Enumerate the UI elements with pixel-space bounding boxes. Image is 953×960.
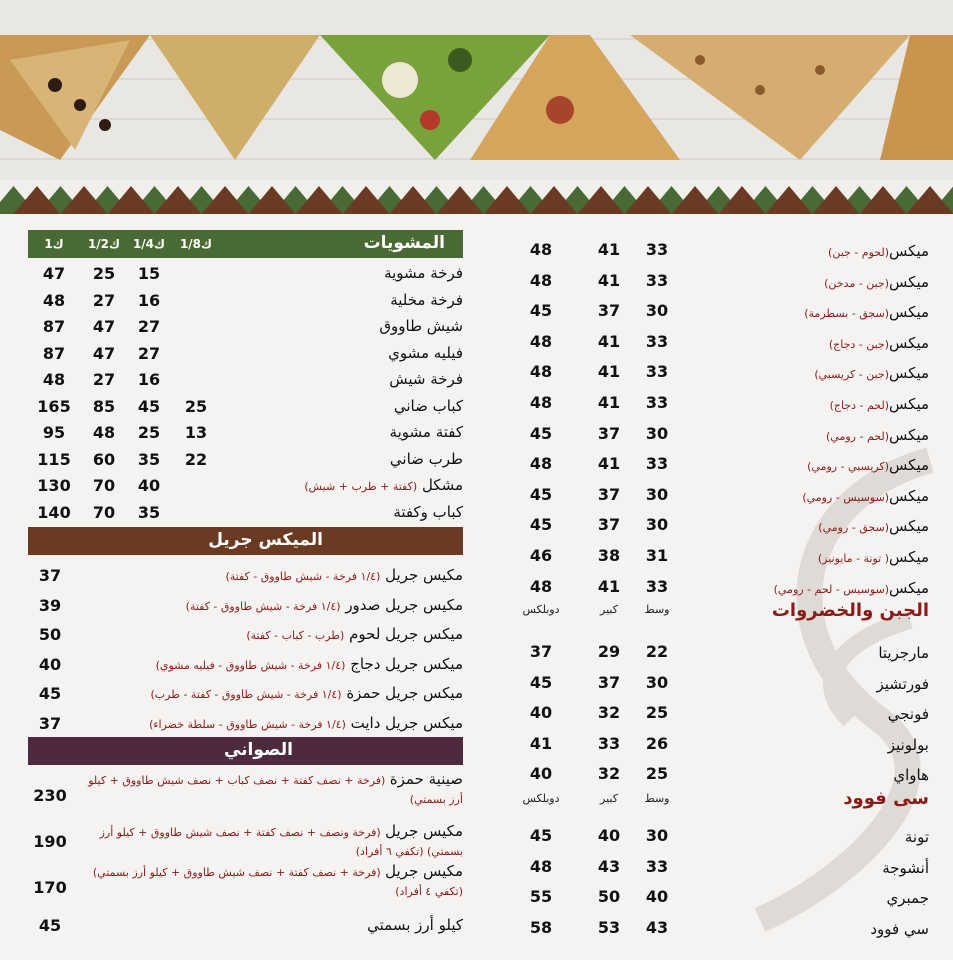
pizza-price: 40 — [529, 703, 553, 723]
food-photo-banner — [0, 0, 953, 215]
pizza-note: (جبن - كريسبي) — [814, 368, 890, 382]
trays-header — [28, 737, 463, 765]
tray-note: (فرخة + نصف كفتة + نصف كباب + نصف شيش طاووق + كيلو أرز بسمتي) — [88, 774, 463, 806]
pizza-price: 37 — [597, 484, 621, 504]
pizza-price: 45 — [529, 423, 553, 443]
pizza-price: 41 — [597, 393, 621, 412]
mix-grill-title: الميكس جريل — [208, 530, 323, 550]
pizza-price: 58 — [529, 917, 553, 937]
pizza-price: 48 — [529, 856, 553, 876]
pizza-name: ميكس(لحم - دجاج) — [829, 395, 929, 413]
pizza-price: 30 — [645, 301, 669, 321]
grill-item-row — [28, 262, 463, 288]
grill-item-row — [28, 315, 463, 341]
pizza-price: 41 — [597, 240, 621, 259]
grills-header — [28, 230, 463, 258]
pizza-price: 48 — [529, 393, 553, 412]
size-label: كبير — [600, 603, 618, 616]
grill-price: 95 — [42, 423, 66, 442]
mix-grill-row — [28, 680, 463, 709]
tray-name: كيلو أرز بسمتي — [367, 916, 463, 934]
pizza-price: 48 — [529, 331, 553, 351]
pizza-name: ميكس(جبن - كريسبي) — [814, 364, 929, 383]
pizza-price: 30 — [645, 423, 669, 443]
pizza-name: فورتشيز — [876, 674, 929, 693]
pizza-name: ميكس(جبن - مدخن) — [824, 272, 929, 291]
grill-item-row — [28, 395, 463, 421]
grill-item-row — [28, 501, 463, 527]
grill-price: 15 — [137, 264, 161, 283]
mix-grill-row — [28, 562, 463, 591]
pizza-price: 43 — [645, 917, 669, 937]
pizza-price: 45 — [529, 484, 553, 504]
pizza-price: 41 — [597, 362, 621, 382]
grill-price: 70 — [92, 502, 116, 522]
pizza-note: (سجق - رومي) — [818, 521, 890, 535]
grill-item-name: فرخة مخلية — [390, 290, 463, 309]
pizza-price: 45 — [529, 515, 553, 535]
pizza-price: 40 — [597, 826, 621, 845]
tray-name: مكيس جريل (فرخة ونصف + نصف كفتة + نصف شيش طاووق + كيلو أرز بسمتي) (تكفي ٦ أفراد) — [99, 822, 463, 858]
grill-item-name: فرخة مشوية — [384, 264, 463, 282]
pizza-price: 33 — [597, 733, 621, 753]
tray-note: (فرخة + نصف كفتة + نصف شيش طاووق + كيلو أرز بسمتي) (تكفي ٤ أفراد) — [92, 866, 463, 898]
grill-price: 40 — [137, 476, 161, 495]
size-label: وسط — [644, 603, 670, 616]
mix-grill-price: 37 — [38, 566, 62, 585]
pizza-name: ميكس(سوسيس - رومي) — [802, 486, 929, 505]
pizza-price: 48 — [529, 362, 553, 382]
mix-grill-price: 39 — [38, 595, 62, 615]
tray-row — [28, 916, 463, 960]
pizza-price: 41 — [597, 576, 621, 596]
pizza-price: 33 — [645, 576, 669, 596]
pizza-price: 30 — [645, 484, 669, 504]
grill-price: 47 — [92, 317, 116, 336]
pizza-name: أنشوجة — [882, 858, 929, 877]
grill-item-name: فرخة شيش — [389, 370, 463, 388]
grill-price: 60 — [92, 449, 116, 469]
pizza-price: 48 — [529, 240, 553, 259]
tray-price: 170 — [33, 878, 67, 897]
mix-grill-note: (طرب - كباب - كفتة) — [246, 629, 345, 642]
grill-item-name: طرب ضاني — [389, 449, 463, 468]
pizza-price: 32 — [597, 703, 621, 723]
mix-grill-name: ميكس جريل حمزة (١/٤ فرخة - شيش طاووق - كفتة - طرب) — [150, 684, 463, 702]
pizza-price: 46 — [529, 546, 553, 565]
col-quarter: 1/4ك — [132, 237, 166, 251]
pizza-name: هاواي — [893, 766, 929, 785]
tray-row — [28, 770, 463, 814]
tray-price: 230 — [33, 786, 67, 805]
grill-price: 13 — [184, 423, 208, 442]
grill-price: 27 — [92, 290, 116, 310]
grill-price: 35 — [137, 502, 161, 522]
pizza-price: 43 — [597, 856, 621, 876]
pizza-price: 25 — [645, 703, 669, 723]
pizza-price: 33 — [645, 240, 669, 259]
pizza-name: ميكس(لحم - رومي) — [826, 425, 929, 444]
tray-row — [28, 822, 463, 866]
pizza-name: جمبري — [886, 889, 929, 908]
pizza-price: 37 — [597, 423, 621, 443]
pizza-price: 41 — [597, 270, 621, 290]
tray-name: صينية حمزة (فرخة + نصف كفتة + نصف كباب + نصف شيش طاووق + كيلو أرز بسمتي) — [88, 770, 463, 806]
pizza-price: 45 — [529, 826, 553, 845]
mix-grill-price: 45 — [38, 684, 62, 703]
pizza-note: (سوسيس - لحم - رومي) — [773, 582, 890, 596]
grill-price: 70 — [92, 476, 116, 495]
grill-price: 35 — [137, 449, 161, 469]
pizza-name: ميكس(سجق - رومي) — [818, 517, 929, 536]
pizza-name: ميكس(سوسيس - لحم - رومي) — [773, 578, 929, 597]
grill-price: 16 — [137, 290, 161, 310]
pizza-price: 29 — [597, 642, 621, 661]
pizza-price: 41 — [529, 733, 553, 753]
tray-price: 45 — [38, 916, 62, 935]
pizza-name: ميكس(كريسبي - رومي) — [807, 456, 929, 475]
grill-item-note: (كفتة + طرب + شيش) — [304, 480, 418, 493]
grill-price: 25 — [184, 396, 208, 416]
pizza-price: 33 — [645, 331, 669, 351]
mix-grill-price: 40 — [38, 654, 62, 674]
pizza-price: 30 — [645, 515, 669, 535]
trays-title: الصواني — [223, 740, 293, 760]
grill-price: 115 — [37, 449, 71, 469]
col-1k: 1ك — [44, 237, 64, 251]
mix-grill-name: مكيس جريل (١/٤ فرخة - شيش طاووق - كفتة) — [225, 566, 463, 584]
grill-price: 130 — [37, 476, 71, 495]
pizza-price: 55 — [529, 887, 553, 907]
tray-price: 190 — [33, 832, 67, 851]
grill-item-row — [28, 474, 463, 500]
mix-grill-name: ميكس جريل دجاج (١/٤ فرخة - شيش طاووق - فيليه مشوي) — [155, 654, 463, 673]
mix-grill-note: (١/٤ فرخة - شيش طاووق - كفتة - طرب) — [150, 688, 342, 701]
grill-price: 165 — [37, 396, 71, 416]
mix-grill-row — [28, 592, 463, 621]
pizza-price: 37 — [529, 642, 553, 661]
size-label: وسط — [644, 792, 670, 805]
pizza-price: 37 — [597, 672, 621, 692]
pizza-price: 30 — [645, 826, 669, 845]
mix-grill-note: (١/٤ فرخة - شيش طاووق - سلطة خضراء) — [149, 717, 346, 731]
tray-name: مكيس جريل (فرخة + نصف كفتة + نصف شيش طاووق + كيلو أرز بسمتي) (تكفي ٤ أفراد) — [92, 862, 463, 898]
grill-price: 48 — [92, 423, 116, 442]
mix-grill-row — [28, 651, 463, 680]
mix-grill-name: ميكس جريل دايت (١/٤ فرخة - شيش طاووق - سلطة خضراء) — [149, 713, 463, 732]
pizza-price: 22 — [645, 642, 669, 661]
pizza-price: 37 — [597, 301, 621, 321]
pizza-name: فونجي — [887, 705, 929, 724]
pizza-name: بولونيز — [887, 735, 929, 754]
pizza-note: (سجق - بسطرمة) — [804, 307, 890, 321]
pizza-note: (لحم - دجاج) — [829, 399, 890, 412]
mix-grill-price: 37 — [38, 713, 62, 733]
pizza-price: 32 — [597, 764, 621, 784]
pizza-price: 48 — [529, 454, 553, 474]
pizza-price: 33 — [645, 454, 669, 474]
mix-grill-name: ميكس جريل لحوم (طرب - كباب - كفتة) — [246, 625, 463, 643]
grill-price: 25 — [137, 423, 161, 442]
tray-row — [28, 862, 463, 906]
col-half: 1/2ك — [87, 237, 121, 251]
mix-grill-header — [28, 527, 463, 555]
pizza-price: 45 — [529, 301, 553, 321]
grill-price: 27 — [137, 343, 161, 363]
grill-price: 16 — [137, 370, 161, 389]
size-label: دوبلكس — [522, 792, 560, 805]
size-label: دوبلكس — [522, 603, 560, 616]
grill-price: 27 — [92, 370, 116, 389]
grill-item-row — [28, 448, 463, 474]
grill-item-name: شيش طاووق — [379, 317, 463, 335]
pizza-price: 48 — [529, 270, 553, 290]
seafood-title: سى فوود — [843, 788, 929, 809]
grill-price: 85 — [92, 396, 116, 416]
pizza-name: سي فوود — [870, 919, 929, 938]
pizza-price: 41 — [597, 331, 621, 351]
pizza-price: 30 — [645, 672, 669, 692]
pizza-note: (سوسيس - رومي) — [802, 490, 890, 504]
pizza-price: 40 — [645, 887, 669, 907]
grills-title: المشويات — [363, 233, 445, 253]
grill-price: 140 — [37, 502, 71, 522]
pizza-price: 33 — [645, 393, 669, 412]
pizza-price: 45 — [529, 672, 553, 692]
pizza-name: ميكس(جبن - دجاج) — [828, 333, 929, 352]
grill-item-row — [28, 421, 463, 447]
pizza-note: (جبن - مدخن) — [824, 276, 890, 290]
tray-note: (فرخة ونصف + نصف كفتة + نصف شيش طاووق + كيلو أرز بسمتي) (تكفي ٦ أفراد) — [99, 826, 463, 858]
pizza-name: ميكس(سجق - بسطرمة) — [804, 303, 929, 322]
pizza-note: ( تونة - مايونيز) — [817, 552, 890, 565]
pizza-price: 38 — [597, 546, 621, 565]
mix-grill-row — [28, 710, 463, 739]
col-eighth: 1/8ك — [179, 237, 213, 251]
pizza-price: 53 — [597, 917, 621, 937]
grill-price: 48 — [42, 370, 66, 389]
size-label: كبير — [600, 792, 618, 805]
grill-price: 48 — [42, 290, 66, 310]
mix-grill-note: (١/٤ فرخة - شيش طاووق - كفتة) — [225, 570, 381, 583]
grill-item-row — [28, 368, 463, 394]
pizza-note: (لحوم - جبن) — [828, 246, 890, 259]
pizza-price: 25 — [645, 764, 669, 784]
pizza-name: ميكس( تونة - مايونيز) — [817, 548, 929, 566]
pizza-note: (كريسبي - رومي) — [807, 460, 890, 474]
grill-item-row — [28, 342, 463, 368]
grill-price: 25 — [92, 264, 116, 283]
pizza-price: 40 — [529, 764, 553, 784]
grill-item-name: كفتة مشوية — [389, 423, 463, 441]
grill-item-row — [28, 289, 463, 315]
grill-item-name: فيليه مشوي — [388, 343, 463, 362]
grill-price: 87 — [42, 317, 66, 336]
mix-grill-note: (١/٤ فرخة - شيش طاووق - فيليه مشوي) — [155, 658, 346, 672]
grill-price: 47 — [42, 264, 66, 283]
grill-item-name: مشكل (كفتة + طرب + شيش) — [304, 476, 463, 494]
pizza-price: 50 — [597, 887, 621, 907]
pizza-price: 41 — [597, 454, 621, 474]
cheese-veg-title: الجبن والخضروات — [771, 600, 929, 621]
grill-price: 22 — [184, 449, 208, 469]
pizza-price: 33 — [645, 362, 669, 382]
grill-price: 45 — [137, 396, 161, 416]
pizza-price: 33 — [645, 270, 669, 290]
grill-price: 47 — [92, 343, 116, 363]
pizza-name: ميكس(لحوم - جبن) — [828, 242, 929, 260]
pizza-price: 33 — [645, 856, 669, 876]
pizza-price: 48 — [529, 576, 553, 596]
pizza-note: (لحم - رومي) — [826, 429, 890, 443]
grill-price: 27 — [137, 317, 161, 336]
pizza-name: مارجريتا — [878, 644, 929, 662]
mix-grill-note: (١/٤ فرخة - شيش طاووق - كفتة) — [185, 599, 341, 613]
mix-grill-price: 50 — [38, 625, 62, 644]
pizza-price: 26 — [645, 733, 669, 753]
mix-grill-row — [28, 621, 463, 650]
pizza-price: 31 — [645, 546, 669, 565]
grill-item-name: كباب وكفتة — [393, 502, 463, 521]
pizza-note: (جبن - دجاج) — [828, 337, 890, 351]
pizza-price: 37 — [597, 515, 621, 535]
grill-price: 87 — [42, 343, 66, 363]
pizza-name: تونة — [904, 828, 929, 846]
mix-grill-name: مكيس جريل صدور (١/٤ فرخة - شيش طاووق - كفتة) — [185, 595, 463, 614]
grill-item-name: كباب ضاني — [393, 396, 463, 415]
